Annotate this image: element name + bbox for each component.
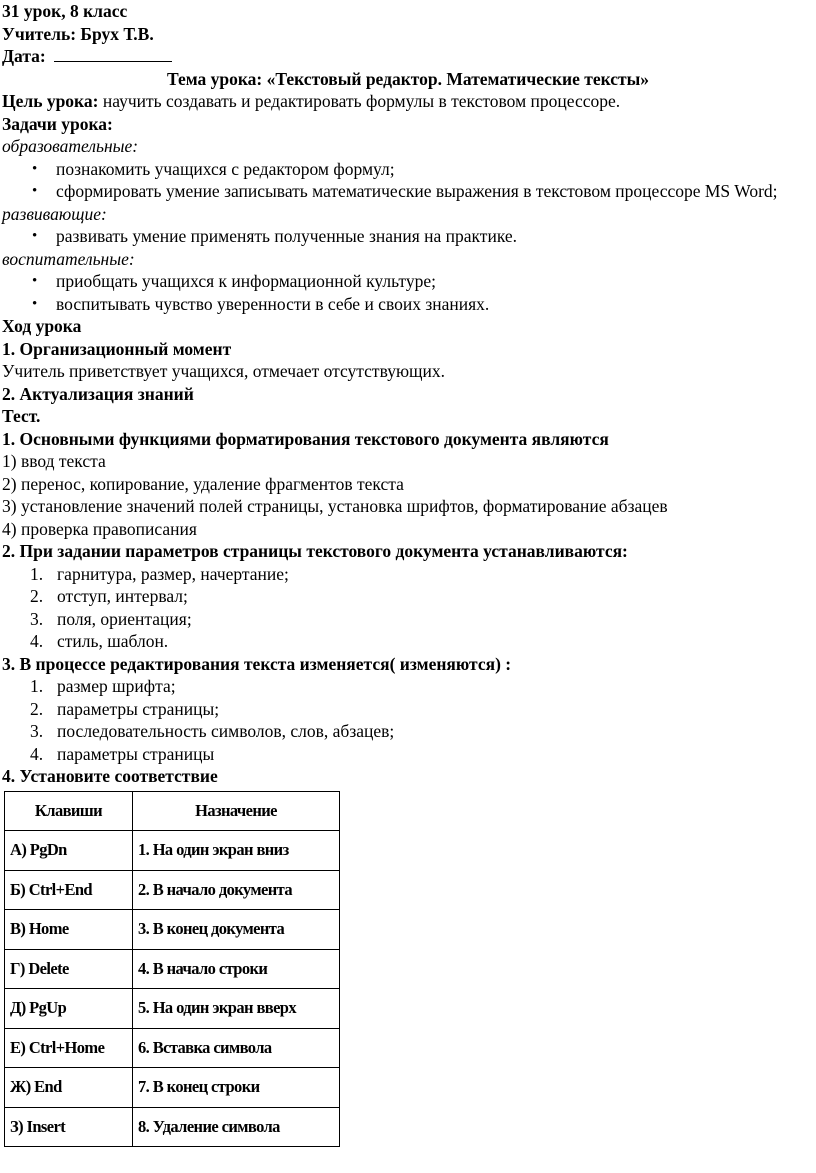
option-number: 3. — [30, 608, 44, 629]
option-number: 4. — [30, 631, 44, 651]
option-text: последовательность символов, слов, абзацев; — [57, 721, 395, 741]
option-text: параметры страницы — [57, 743, 215, 764]
matching-table — [4, 791, 340, 1148]
goal-label: Цель урока: — [2, 91, 99, 111]
answer-option: 2) перенос, копирование, удаление фрагментов текста — [2, 473, 404, 494]
question-title: 2. При задании параметров страницы текстового документа устанавливаются: — [2, 541, 628, 561]
list-item: • сформировать умение записывать математические выражения в текстовом процессоре MS Word; — [2, 180, 816, 203]
purpose-cell: 4. В начало строки — [133, 949, 340, 989]
purpose-cell: 3. В конец документа — [133, 910, 340, 950]
lesson-topic: Тема урока: «Текстовый редактор. Математические тексты» — [166, 68, 650, 89]
purpose-cell: 2. В начало документа — [133, 870, 340, 910]
lesson-goal — [2, 90, 816, 113]
answer-option: 1) ввод текста — [2, 451, 106, 471]
section-title: 2. Актуализация знаний — [2, 383, 194, 404]
option-text: стиль, шаблон. — [57, 631, 169, 651]
option-number: 3. — [30, 721, 44, 741]
purpose-cell: 8. Удаление символа — [133, 1107, 340, 1147]
task-list — [2, 270, 816, 315]
task-group-title: образовательные: — [2, 136, 139, 156]
answer-option — [2, 585, 816, 608]
option-number: 1. — [30, 676, 44, 696]
table-row — [5, 989, 340, 1029]
table-row — [5, 1107, 340, 1147]
key-cell: Б) Ctrl+End — [5, 870, 133, 910]
table-header-cell: Назначение — [133, 791, 340, 831]
list-item: • приобщать учащихся к информационной культуре; — [2, 270, 816, 293]
table-row — [5, 949, 340, 989]
lesson-number: 31 урок, 8 класс — [2, 1, 128, 21]
table-row — [5, 870, 340, 910]
question-title: 4. Установите соответствие — [2, 766, 218, 786]
task-list — [2, 158, 816, 203]
list-item: • познакомить учащихся с редактором формул; — [2, 158, 816, 181]
option-number: 2. — [30, 586, 44, 606]
answer-option — [2, 743, 816, 766]
key-cell: З) Insert — [5, 1107, 133, 1147]
table-row — [5, 1068, 340, 1108]
section-text: Учитель приветствует учащихся, отмечает отсутствующих. — [2, 361, 446, 381]
date-blank-line — [54, 47, 172, 62]
table-row — [5, 1028, 340, 1068]
option-number: 1. — [30, 563, 44, 584]
table-header-cell: Клавиши — [5, 791, 133, 831]
table-header-row — [5, 791, 340, 831]
answer-list — [2, 675, 816, 765]
answer-list — [2, 563, 816, 653]
test-label: Тест. — [2, 406, 41, 426]
answer-option — [2, 630, 816, 653]
answer-option — [2, 675, 816, 698]
task-group-title: воспитательные: — [2, 248, 135, 269]
answer-option — [2, 608, 816, 631]
task-list — [2, 225, 816, 248]
list-item: • развивать умение применять полученные знания на практике. — [2, 225, 816, 248]
purpose-cell: 7. В конец строки — [133, 1068, 340, 1108]
option-text: поля, ориентация; — [57, 608, 192, 629]
task-group-title: развивающие: — [2, 203, 107, 224]
question-title: 1. Основными функциями форматирования текстового документа являются — [2, 428, 609, 449]
key-cell: Д) PgUp — [5, 989, 133, 1029]
key-cell: В) Home — [5, 910, 133, 950]
answer-option — [2, 720, 816, 743]
answer-option: 3) установление значений полей страницы, установка шрифтов, форматирование абзацев — [2, 496, 668, 516]
option-number: 2. — [30, 698, 44, 719]
answer-option — [2, 563, 816, 586]
key-cell: А) PgDn — [5, 831, 133, 871]
course-heading: Ход урока — [2, 316, 82, 336]
question-title: 3. В процессе редактирования текста изменяется( изменяются) : — [2, 653, 512, 674]
key-cell: Ж) End — [5, 1068, 133, 1108]
table-row — [5, 910, 340, 950]
option-text: гарнитура, размер, начертание; — [57, 563, 289, 584]
date-label: Дата: — [2, 46, 46, 66]
option-text: размер шрифта; — [57, 676, 176, 696]
list-item: • воспитывать чувство уверенности в себе и своих знаниях. — [2, 293, 816, 316]
purpose-cell: 6. Вставка символа — [133, 1028, 340, 1068]
section-title: 1. Организационный момент — [2, 338, 232, 359]
teacher-name: Учитель: Брух Т.В. — [2, 23, 154, 44]
answer-option — [2, 698, 816, 721]
tasks-heading: Задачи урока: — [2, 113, 113, 134]
answer-option: 4) проверка правописания — [2, 518, 197, 539]
purpose-cell: 5. На один экран вверх — [133, 989, 340, 1029]
key-cell: Е) Ctrl+Home — [5, 1028, 133, 1068]
goal-text: научить создавать и редактировать формулы в текстовом процессоре. — [98, 91, 621, 111]
option-number: 4. — [30, 743, 44, 764]
option-text: отступ, интервал; — [57, 586, 188, 606]
table-row — [5, 831, 340, 871]
key-cell: Г) Delete — [5, 949, 133, 989]
option-text: параметры страницы; — [57, 698, 220, 719]
date-row — [2, 45, 816, 68]
purpose-cell: 1. На один экран вниз — [133, 831, 340, 871]
